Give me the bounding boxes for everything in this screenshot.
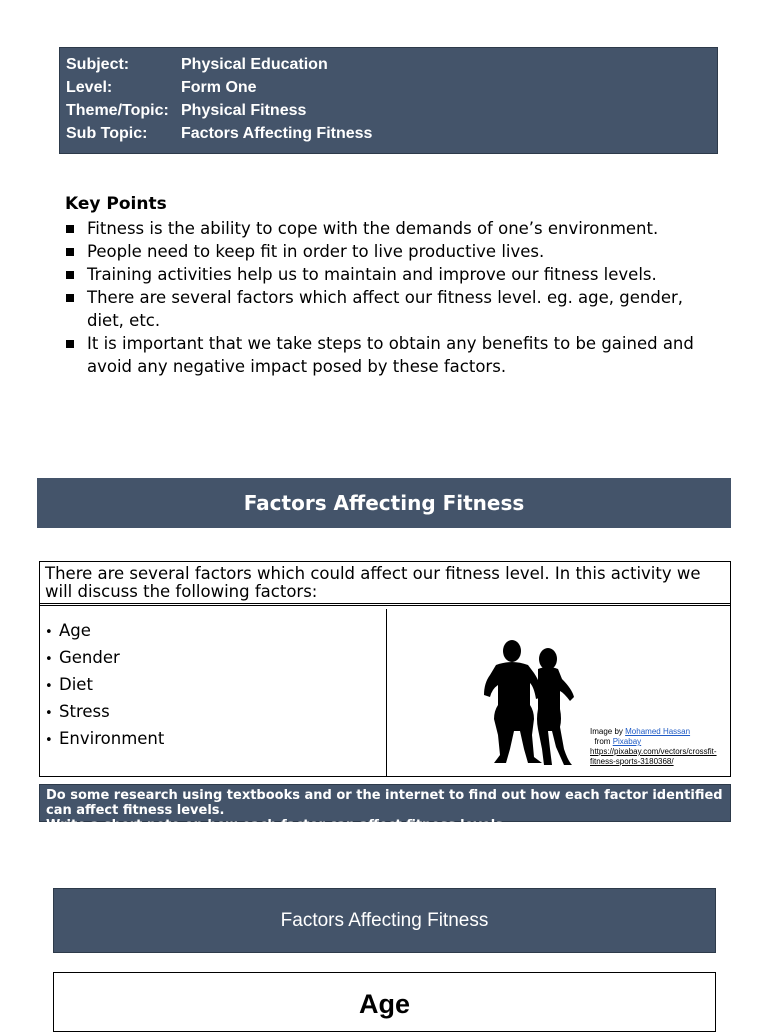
level-label: Level:	[66, 79, 113, 96]
key-points-list	[65, 217, 715, 378]
section-banner-2: Factors Affecting Fitness	[53, 888, 716, 953]
research-line-2: Write a short note on how each factor can affect fitness levels.	[46, 818, 508, 833]
factor-item: • Stress	[45, 702, 110, 721]
author-link[interactable]: Mohamed Hassan	[625, 727, 691, 736]
key-point-item: Fitness is the ability to cope with the demands of one’s environment.	[65, 217, 715, 240]
theme-value: Physical Fitness	[181, 102, 307, 119]
age-heading: Age	[53, 972, 716, 1032]
image-url-link[interactable]: https://pixabay.com/vectors/crossfit-fitness-sports-3180368/	[590, 747, 717, 766]
lesson-info-box	[59, 47, 718, 154]
factors-list	[40, 609, 386, 754]
square-bullet-icon	[66, 248, 74, 256]
subject-label: Subject:	[66, 56, 130, 73]
key-point-item: People need to keep fit in order to live productive lives.	[65, 240, 715, 263]
factors-intro: There are several factors which could affect our fitness level. In this activity we will discuss the following factors:	[40, 562, 730, 606]
fitness-silhouette-icon	[472, 639, 587, 769]
level-row	[66, 76, 711, 99]
key-point-item: It is important that we take steps to obtain any benefits to be gained and avoid any negative impact posed by these factors.	[65, 332, 715, 378]
square-bullet-icon	[66, 294, 74, 302]
square-bullet-icon	[66, 225, 74, 233]
square-bullet-icon	[66, 271, 74, 279]
research-instructions	[39, 784, 731, 833]
factor-item: • Gender	[45, 648, 120, 667]
key-point-item: Training activities help us to maintain and improve our fitness levels.	[65, 263, 715, 286]
theme-label: Theme/Topic:	[66, 102, 169, 119]
key-points-title: Key Points	[65, 194, 167, 214]
factor-item: • Environment	[45, 729, 165, 748]
research-line-1: Do some research using textbooks and or the internet to find out how each factor identified can affect fitness levels.	[46, 788, 723, 818]
square-bullet-icon	[66, 340, 74, 348]
factors-cell	[40, 609, 387, 776]
subtopic-row	[66, 122, 711, 145]
subject-value: Physical Education	[181, 56, 328, 73]
subtopic-value: Factors Affecting Fitness	[181, 125, 373, 142]
level-value: Form One	[181, 79, 257, 96]
factor-item: • Age	[45, 621, 91, 640]
section-banner: Factors Affecting Fitness	[37, 478, 731, 528]
subject-row	[66, 53, 711, 76]
factor-item: • Diet	[45, 675, 93, 694]
subtopic-label: Sub Topic:	[66, 125, 148, 142]
image-credit: Image by Mohamed Hassan from Pixabay https://pixabay.com/vectors/crossfit-fitness-sports-3180368/	[590, 727, 725, 767]
key-point-item: There are several factors which affect our fitness level. eg. age, gender, diet, etc.	[65, 286, 715, 332]
factors-table	[39, 561, 731, 777]
pixabay-link[interactable]: Pixabay	[612, 737, 642, 746]
image-cell	[387, 609, 730, 776]
theme-row	[66, 99, 711, 122]
